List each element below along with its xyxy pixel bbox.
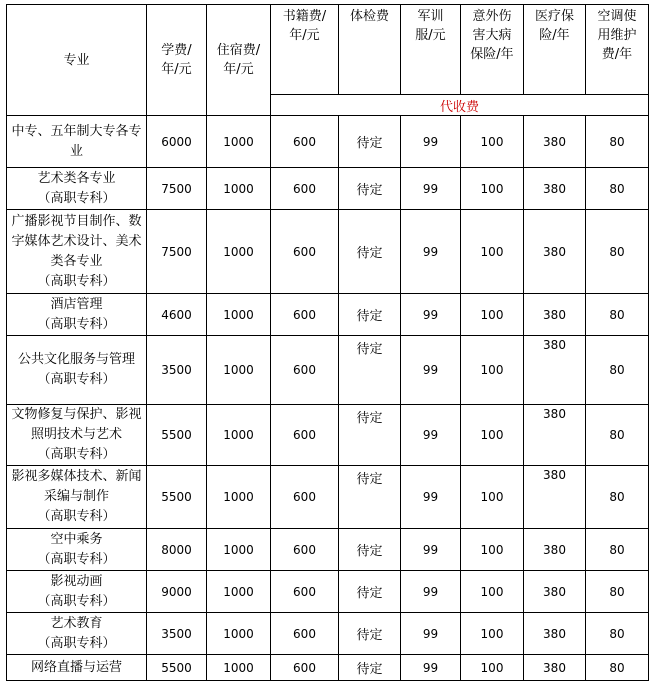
table-row: [7, 466, 649, 529]
cell-physical: 待定: [339, 336, 401, 405]
cell-training: 99: [401, 168, 461, 210]
table-row: [7, 116, 649, 168]
cell-dorm: 1000: [207, 336, 271, 405]
cell-physical: 待定: [339, 529, 401, 571]
cell-physical: 待定: [339, 405, 401, 466]
cell-insurance: 100: [461, 336, 524, 405]
cell-books: 600: [271, 529, 339, 571]
cell-training: 99: [401, 294, 461, 336]
table-row: [7, 613, 649, 655]
table-row: [7, 336, 649, 405]
cell-dorm: 1000: [207, 613, 271, 655]
table-row: [7, 405, 649, 466]
fee-table: [6, 4, 649, 681]
major-line: 文物修复与保护、影视照明技术与艺术: [11, 407, 142, 442]
cell-dorm: 1000: [207, 571, 271, 613]
major-line: （高职专科）: [37, 447, 116, 462]
cell-ac: 80: [586, 466, 649, 529]
cell-training: 99: [401, 655, 461, 681]
major-line: （高职专科）: [37, 190, 116, 206]
cell-major: [7, 336, 147, 405]
cell-insurance: 100: [461, 405, 524, 466]
cell-insurance: 100: [461, 655, 524, 681]
cell-major: [7, 613, 147, 655]
major-line: （高职专科）: [37, 273, 116, 289]
cell-insurance: 100: [461, 168, 524, 210]
cell-books: 600: [271, 210, 339, 294]
cell-medical: 380: [524, 405, 586, 466]
cell-insurance: 100: [461, 210, 524, 294]
header-major: 专业: [7, 5, 147, 116]
cell-ac: 80: [586, 336, 649, 405]
cell-physical: 待定: [339, 571, 401, 613]
cell-major: [7, 116, 147, 168]
cell-training: 99: [401, 116, 461, 168]
cell-ac: 80: [586, 613, 649, 655]
collected-fee-label: 代收费: [271, 95, 649, 116]
cell-major: [7, 655, 147, 681]
cell-insurance: 100: [461, 294, 524, 336]
cell-books: 600: [271, 655, 339, 681]
major-line: 酒店管理: [50, 296, 103, 312]
cell-tuition: 3500: [147, 613, 207, 655]
major-line: （高职专科）: [37, 635, 116, 651]
major-line: （高职专科）: [37, 316, 116, 332]
major-line: 中专、五年制大专各专业: [11, 123, 142, 159]
cell-tuition: 5500: [147, 655, 207, 681]
cell-books: 600: [271, 466, 339, 529]
header-tuition: 学费/年/元: [147, 5, 207, 116]
cell-medical: 380: [524, 336, 586, 405]
cell-physical: 待定: [339, 466, 401, 529]
cell-major: [7, 529, 147, 571]
cell-physical: 待定: [339, 210, 401, 294]
cell-dorm: 1000: [207, 116, 271, 168]
cell-major: [7, 571, 147, 613]
cell-medical: 380: [524, 168, 586, 210]
header-ac: 空调使用维护费/年: [586, 5, 649, 95]
cell-ac: 80: [586, 116, 649, 168]
header-row: [7, 5, 649, 95]
header-books: 书籍费/年/元: [271, 5, 339, 95]
cell-insurance: 100: [461, 116, 524, 168]
cell-insurance: 100: [461, 571, 524, 613]
table-row: [7, 529, 649, 571]
major-line: 影视多媒体技术、新闻采编与制作: [11, 469, 142, 504]
cell-dorm: 1000: [207, 405, 271, 466]
cell-ac: 80: [586, 655, 649, 681]
cell-physical: 待定: [339, 613, 401, 655]
cell-medical: 380: [524, 529, 586, 571]
cell-books: 600: [271, 116, 339, 168]
cell-ac: 80: [586, 210, 649, 294]
cell-tuition: 4600: [147, 294, 207, 336]
cell-medical: 380: [524, 294, 586, 336]
cell-training: 99: [401, 405, 461, 466]
cell-training: 99: [401, 210, 461, 294]
table-body: [7, 116, 649, 681]
cell-dorm: 1000: [207, 655, 271, 681]
cell-medical: 380: [524, 571, 586, 613]
cell-dorm: 1000: [207, 529, 271, 571]
cell-training: 99: [401, 529, 461, 571]
cell-tuition: 5500: [147, 405, 207, 466]
header-physical: 体检费: [339, 5, 401, 95]
cell-tuition: 3500: [147, 336, 207, 405]
table-row: [7, 655, 649, 681]
major-line: （高职专科）: [37, 593, 116, 609]
cell-physical: 待定: [339, 655, 401, 681]
cell-ac: 80: [586, 571, 649, 613]
major-line: 影视动画: [50, 573, 103, 589]
cell-dorm: 1000: [207, 466, 271, 529]
header-medical: 医疗保险/年: [524, 5, 586, 95]
table-row: [7, 210, 649, 294]
major-line: 艺术类各专业: [37, 170, 116, 186]
cell-books: 600: [271, 613, 339, 655]
cell-major: [7, 294, 147, 336]
cell-physical: 待定: [339, 168, 401, 210]
cell-tuition: 5500: [147, 466, 207, 529]
table-row: [7, 168, 649, 210]
major-line: 艺术教育: [50, 615, 103, 631]
cell-medical: 380: [524, 210, 586, 294]
cell-major: [7, 466, 147, 529]
cell-tuition: 8000: [147, 529, 207, 571]
cell-tuition: 7500: [147, 168, 207, 210]
cell-dorm: 1000: [207, 168, 271, 210]
major-line: 网络直播与运营: [30, 659, 122, 675]
major-line: （高职专科）: [37, 509, 116, 524]
cell-medical: 380: [524, 613, 586, 655]
cell-dorm: 1000: [207, 294, 271, 336]
cell-major: [7, 210, 147, 294]
cell-ac: 80: [586, 294, 649, 336]
major-line: （高职专科）: [37, 551, 116, 567]
cell-insurance: 100: [461, 613, 524, 655]
cell-ac: 80: [586, 405, 649, 466]
cell-books: 600: [271, 571, 339, 613]
cell-ac: 80: [586, 168, 649, 210]
header-training: 军训服/元: [401, 5, 461, 95]
table-row: [7, 294, 649, 336]
major-line: （高职专科）: [37, 372, 116, 387]
cell-physical: 待定: [339, 294, 401, 336]
cell-tuition: 9000: [147, 571, 207, 613]
cell-books: 600: [271, 168, 339, 210]
cell-dorm: 1000: [207, 210, 271, 294]
table-row: [7, 571, 649, 613]
cell-tuition: 6000: [147, 116, 207, 168]
cell-major: [7, 405, 147, 466]
major-line: 空中乘务: [50, 531, 103, 547]
cell-books: 600: [271, 405, 339, 466]
cell-training: 99: [401, 613, 461, 655]
cell-ac: 80: [586, 529, 649, 571]
major-line: 公共文化服务与管理: [17, 352, 135, 367]
cell-physical: 待定: [339, 116, 401, 168]
cell-insurance: 100: [461, 529, 524, 571]
header-insurance: 意外伤害大病保险/年: [461, 5, 524, 95]
cell-medical: 380: [524, 466, 586, 529]
cell-training: 99: [401, 466, 461, 529]
header-dorm: 住宿费/年/元: [207, 5, 271, 116]
major-line: 广播影视节目制作、数字媒体艺术设计、美术类各专业: [11, 213, 142, 269]
cell-training: 99: [401, 336, 461, 405]
cell-tuition: 7500: [147, 210, 207, 294]
cell-medical: 380: [524, 116, 586, 168]
cell-insurance: 100: [461, 466, 524, 529]
cell-books: 600: [271, 294, 339, 336]
cell-training: 99: [401, 571, 461, 613]
cell-books: 600: [271, 336, 339, 405]
cell-major: [7, 168, 147, 210]
cell-medical: 380: [524, 655, 586, 681]
